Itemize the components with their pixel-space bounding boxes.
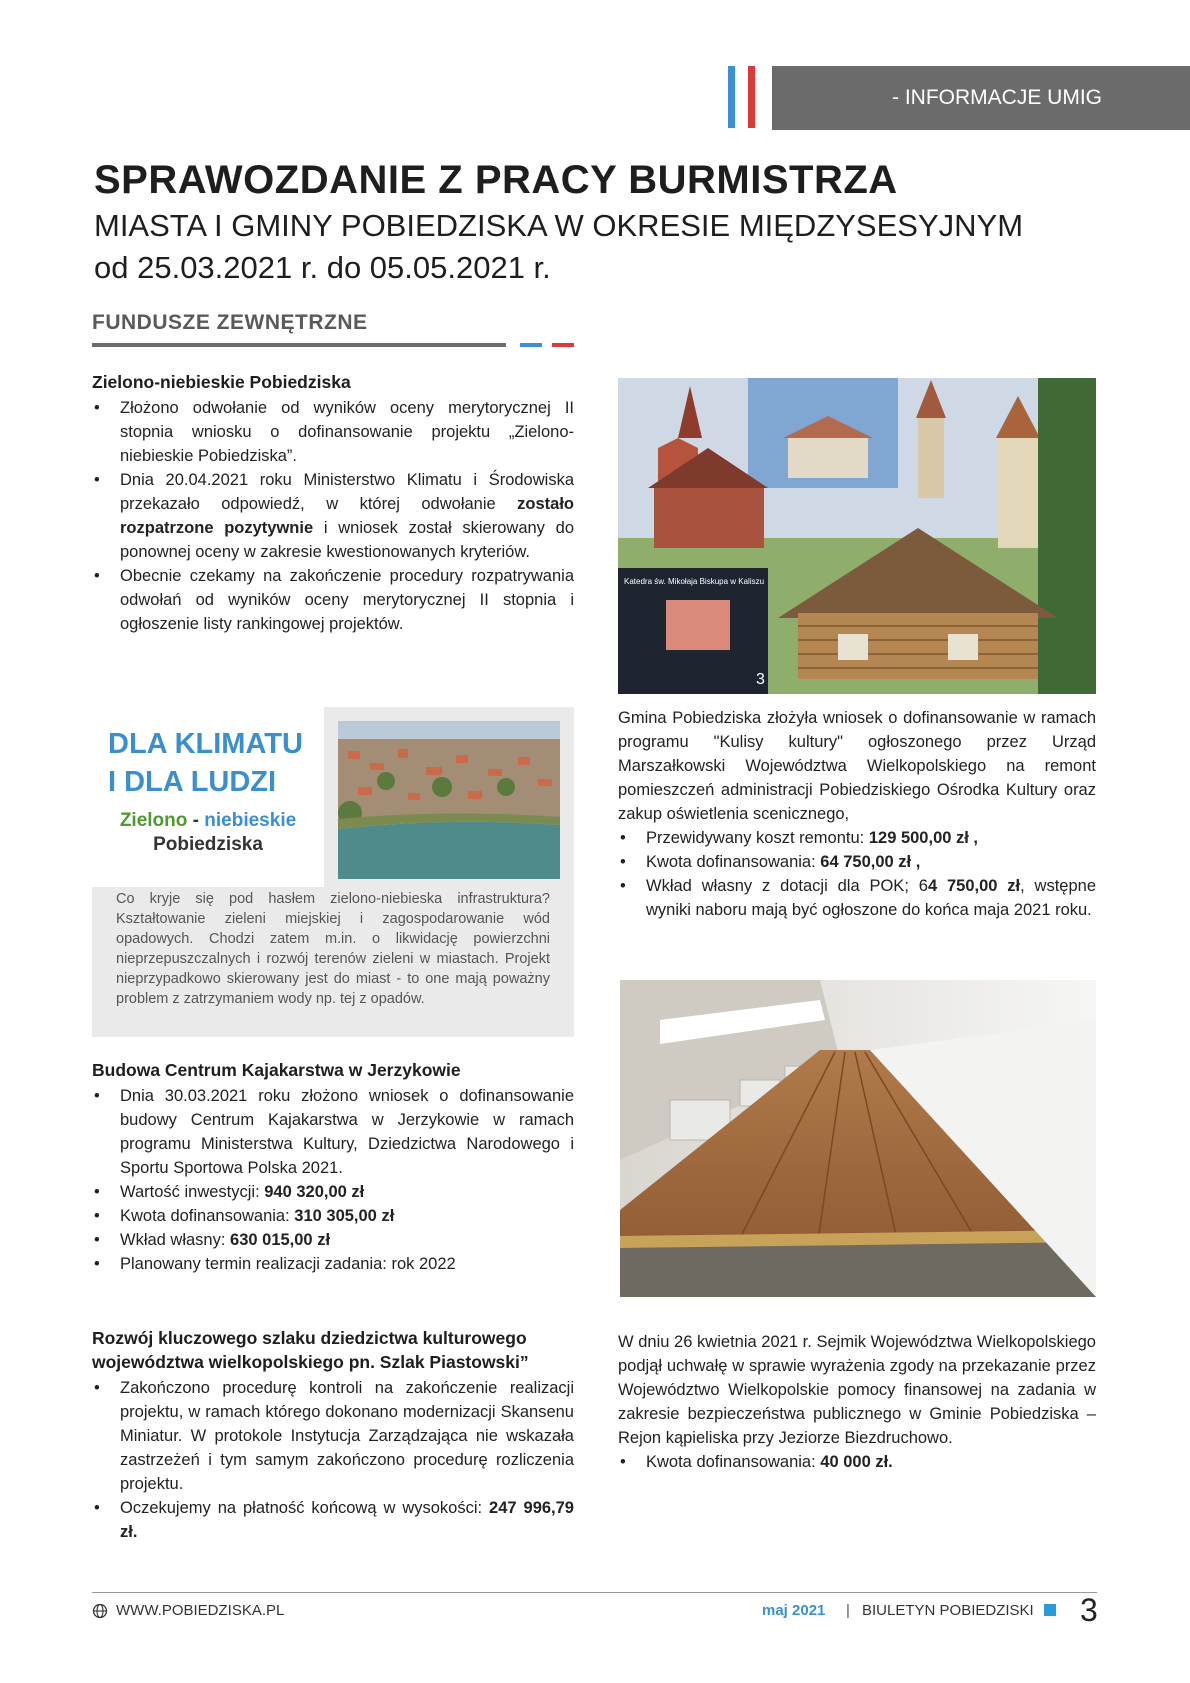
list-item-text: Złożono odwołanie od wyników oceny merytorycznej II stopnia wniosku o dofinansowanie projektu „Zielono-niebieskie Pobiedziska”. bbox=[120, 399, 574, 465]
list-item-text: Obecnie czekamy na zakończenie procedury rozpatrywania odwołań od wyników oceny merytorycznej II stopnia i ogłoszenie listy rankingowej projektów. bbox=[120, 567, 574, 633]
section-tab-label: - INFORMACJE UMIG bbox=[892, 86, 1102, 109]
collage-caption: Katedra św. Mikołaja Biskupa w Kaliszu bbox=[624, 577, 765, 586]
list-item bbox=[92, 564, 574, 636]
klimat-line2 bbox=[108, 763, 303, 801]
section-kajakarstwo bbox=[92, 1058, 574, 1276]
list-item bbox=[618, 826, 1096, 850]
bullet-list bbox=[618, 826, 1096, 922]
list-item-text: Zakończono procedurę kontroli na zakończenie realizacji projektu, w ramach którego dokonano modernizacji Skansenu Miniatur. W protokole Instytucja Zarządzająca nie wskazała zastrzeżeń i tym samym zakończono procedurę rozliczenia projektu. bbox=[120, 1379, 574, 1493]
list-item-text: i wniosek został skierowany do ponownej oceny w zakresie kwestionowanych kryteriów. bbox=[120, 519, 574, 561]
list-item-text: Oczekujemy na płatność końcową w wysokości: bbox=[120, 1499, 490, 1517]
header-stripe-red bbox=[748, 66, 755, 128]
list-item-value: 4 750,00 zł bbox=[927, 877, 1021, 895]
header-stripe-white bbox=[738, 66, 745, 128]
footer-bulletin: BIULETYN POBIEDZISKI bbox=[862, 1602, 1034, 1619]
list-item bbox=[92, 468, 574, 564]
list-item-value: 40 000 zł. bbox=[820, 1453, 893, 1471]
list-item-label: Przewidywany koszt remontu: bbox=[646, 829, 869, 847]
footer-issue: maj 2021 bbox=[762, 1602, 826, 1619]
page-date-range: od 25.03.2021 r. do 05.05.2021 r. bbox=[94, 250, 551, 285]
list-item-label: Wkład własny: bbox=[120, 1231, 231, 1249]
list-item-label: Kwota dofinansowania: bbox=[646, 853, 821, 871]
klimat-logo-subtitle bbox=[92, 809, 324, 857]
page-subtitle: MIASTA I GMINY POBIEDZISKA W OKRESIE MIĘDZYSESYJNYM bbox=[94, 208, 1024, 243]
header-stripe-blue bbox=[728, 66, 735, 128]
list-item bbox=[618, 874, 1096, 922]
section-sejmik bbox=[618, 1330, 1096, 1474]
list-item-bold: zostało rozpatrzone pozytywnie bbox=[120, 495, 574, 537]
globe-icon bbox=[92, 1603, 108, 1619]
klimat-sub-dash: - bbox=[187, 810, 205, 831]
skansen-collage-photo bbox=[618, 378, 1096, 694]
list-item-text: Planowany termin realizacji zadania: rok 2022 bbox=[120, 1255, 456, 1273]
list-item bbox=[92, 1376, 574, 1496]
section-heading-kajakarstwo: Budowa Centrum Kajakarstwa w Jerzykowie bbox=[92, 1060, 461, 1080]
list-item-value: 247 996,79 zł. bbox=[120, 1499, 574, 1541]
klimat-sub-green: Zielono bbox=[119, 810, 188, 831]
aerial-town-photo bbox=[338, 721, 560, 879]
footer-rule bbox=[92, 1592, 1097, 1593]
section-zielono-niebieskie bbox=[92, 370, 574, 636]
list-item-label: Wartość inwestycji: bbox=[120, 1183, 265, 1201]
footer-website-text: WWW.POBIEDZISKA.PL bbox=[116, 1602, 285, 1619]
collage-number: 3 bbox=[756, 671, 765, 688]
list-item-value: 630 015,00 zł bbox=[230, 1231, 331, 1249]
footer-website[interactable] bbox=[92, 1602, 284, 1619]
section-heading: FUNDUSZE ZEWNĘTRZNE bbox=[92, 311, 368, 334]
section-szlak-piastowski bbox=[92, 1326, 574, 1544]
list-item bbox=[92, 1204, 574, 1228]
klimat-line1 bbox=[108, 725, 303, 763]
list-item bbox=[618, 1450, 1096, 1474]
section-tab bbox=[772, 66, 1190, 130]
list-item bbox=[92, 1228, 574, 1252]
list-item bbox=[92, 1496, 574, 1544]
klimat-logo-title bbox=[108, 725, 303, 801]
rule-accent-blue bbox=[520, 343, 542, 347]
list-item-text: , wstępne wyniki naboru mają być ogłoszone do końca maja 2021 roku. bbox=[646, 877, 1096, 919]
klimat-sub-city: Pobiedziska bbox=[153, 834, 263, 855]
klimat-info-box bbox=[92, 707, 574, 1037]
section-rule bbox=[92, 343, 506, 347]
footer-square-marker bbox=[1044, 1604, 1056, 1616]
klimat-line2-text: I DLA LUDZI bbox=[108, 766, 277, 798]
section-heading-zielono: Zielono-niebieskie Pobiedziska bbox=[92, 372, 351, 392]
paragraph-kulisy: Gmina Pobiedziska złożyła wniosek o dofinansowanie w ramach programu "Kulisy kultury" ogłoszonego przez Urząd Marszałkowski Województwa Wielkopolskiego na remont pomieszczeń administracji Pobiedziskiego Ośrodka Kultury oraz zakup oświetlenia scenicznego, bbox=[618, 709, 1096, 823]
list-item-value: 129 500,00 zł , bbox=[868, 829, 979, 847]
list-item-label: Kwota dofinansowania: bbox=[120, 1207, 295, 1225]
list-item bbox=[92, 1252, 574, 1276]
list-item-value: 940 320,00 zł bbox=[264, 1183, 365, 1201]
bullet-list bbox=[92, 1084, 574, 1276]
bullet-list bbox=[618, 1450, 1096, 1474]
klimat-line1-text: DLA KLIMATU bbox=[108, 728, 303, 760]
list-item-text: Dnia 30.03.2021 roku złożono wniosek o dofinansowanie budowy Centrum Kajakarstwa w Jerzykowie w ramach programu Ministerstwa Kultury, Dziedzictwa Narodowego i Sportu Sportowa Polska 2021. bbox=[120, 1087, 574, 1177]
list-item bbox=[92, 1180, 574, 1204]
klimat-description: Co kryje się pod hasłem zielono-niebieska infrastruktura? Kształtowanie zieleni miejskiej i zagospodarowanie wód opadowych. Chodzi zatem m.in. o likwidację powierzchni nieprzepuszczalnych i rozwój terenów zieleni w miastach. Projekt nieprzypadkowo skierowany jest do miast - to one mają poważny problem z zatrzymaniem wody np. tej z opadów. bbox=[116, 891, 550, 1007]
page-number: 3 bbox=[1080, 1592, 1098, 1628]
list-item bbox=[618, 850, 1096, 874]
footer-separator: | bbox=[846, 1602, 850, 1619]
bullet-list bbox=[92, 1376, 574, 1544]
klimat-sub-blue: niebieskie bbox=[204, 810, 297, 831]
paragraph-sejmik: W dniu 26 kwietnia 2021 r. Sejmik Województwa Wielkopolskiego podjął uchwałę w sprawie wyrażenia zgody na przekazanie przez Województwo Wielkopolskie pomocy finansowej na zadania w zakresie bezpieczeństwa publicznego w Gminie Pobiedziska – Rejon kąpieliska przy Jeziorze Biezdruchowo. bbox=[618, 1333, 1096, 1447]
page-title: SPRAWOZDANIE Z PRACY BURMISTRZA bbox=[94, 158, 898, 202]
list-item bbox=[92, 396, 574, 468]
list-item-text: Dnia 20.04.2021 roku Ministerstwo Klimatu i Środowiska przekazało odpowiedź, w której odwołanie bbox=[120, 471, 574, 513]
list-item-value: 310 305,00 zł bbox=[294, 1207, 395, 1225]
rule-accent-red bbox=[552, 343, 574, 347]
section-heading-szlak: Rozwój kluczowego szlaku dziedzictwa kulturowego województwa wielkopolskiego pn. Szlak Piastowski” bbox=[92, 1328, 529, 1372]
list-item-label: Wkład własny z dotacji dla POK; 6 bbox=[646, 877, 928, 895]
bullet-list bbox=[92, 396, 574, 636]
list-item-value: 64 750,00 zł , bbox=[820, 853, 921, 871]
section-kulisy-kultury bbox=[618, 706, 1096, 922]
list-item bbox=[92, 1084, 574, 1180]
list-item-label: Kwota dofinansowania: bbox=[646, 1453, 821, 1471]
corridor-floor-photo bbox=[620, 980, 1096, 1297]
